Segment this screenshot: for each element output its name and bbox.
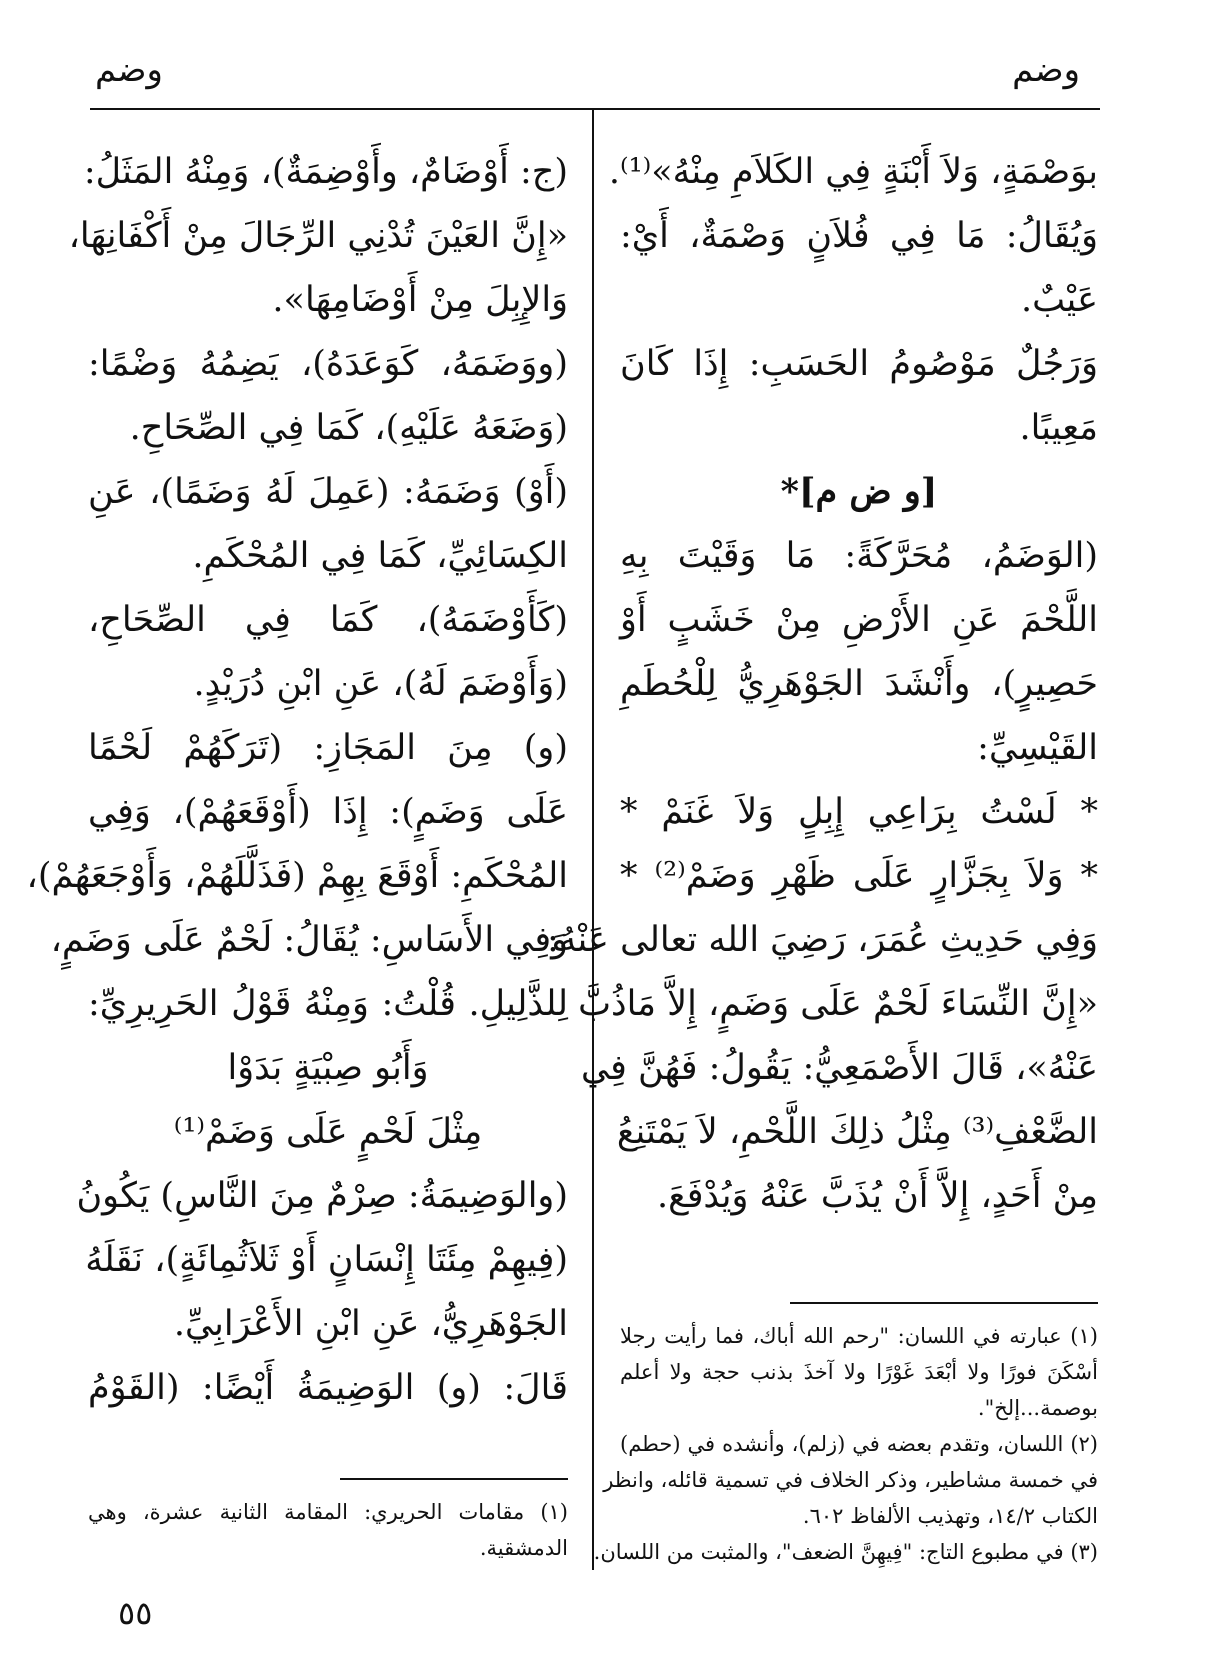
text-line: (ج: أَوْضَامٌ، وأَوْضِمَةٌ)، وَمِنْهُ المَثَلُ: bbox=[83, 152, 568, 192]
text-line: الضَّعْفِ⁽³⁾ مِثْلُ ذلِكَ اللَّحْمِ، لاَ يَمْتَنِعُ bbox=[616, 1112, 1098, 1152]
text-line: (وَضَعَهُ عَلَيْهِ)، كَمَا فِي الصِّحَاحِ. bbox=[129, 408, 568, 448]
text-line: الجَوْهَرِيُّ، عَنِ ابْنِ الأَعْرَابِيِّ. bbox=[173, 1304, 568, 1344]
page-number: ٥٥ bbox=[118, 1594, 153, 1632]
text-line: وَالإِبِلَ مِنْ أَوْضَامِهَا». bbox=[272, 280, 568, 320]
footnote-line: الكتاب ١٤/٢، وتهذيب الألفاظ ٦٠٢. bbox=[802, 1504, 1098, 1528]
footnote-line: الدمشقية. bbox=[479, 1536, 568, 1560]
text-line: عَلَى وَضَمٍ): إِذَا (أَوْقَعَهُمْ)، وَفِي bbox=[88, 792, 568, 832]
verse-line: وَأَبُو صِبْيَةٍ بَدَوْا bbox=[227, 1048, 429, 1088]
text-line: قَالَ: (و) الوَضِيمَةُ أَيْضًا: (القَوْمُ bbox=[88, 1368, 568, 1408]
footnote-line: (١) عبارته في اللسان: "رحم الله أباك، فما رأيت رجلا bbox=[620, 1324, 1098, 1348]
left-column bbox=[26, 140, 568, 1420]
right-column bbox=[546, 140, 1098, 1228]
entry-heading: [و ض م]* bbox=[780, 471, 938, 512]
footnotes-left bbox=[88, 1494, 568, 1566]
footnote-line: (١) مقامات الحريري: المقامة الثانية عشرة، وهي bbox=[88, 1500, 568, 1524]
text-line: القَيْسِيِّ: bbox=[977, 728, 1098, 768]
footnote-line: (٢) اللسان، وتقدم بعضه في (زلم)، وأنشده في (حطم) bbox=[620, 1432, 1098, 1456]
text-line: وَرَجُلٌ مَوْصُومُ الحَسَبِ: إِذَا كَانَ bbox=[620, 344, 1098, 384]
text-line: (وَأَوْضَمَ لَهُ)، عَنِ ابْنِ دُرَيْدٍ. bbox=[193, 664, 568, 704]
text-line: حَصِيرٍ)، وأَنْشَدَ الجَوْهَرِيُّ لِلْحُطَمِ bbox=[620, 664, 1098, 704]
header-entry-left: وضم bbox=[95, 50, 163, 90]
footnote-rule bbox=[790, 1302, 1098, 1304]
text-line: بوَصْمَةٍ، وَلاَ أَبْنَةٍ فِي الكَلاَمِ مِنْهُ»⁽¹⁾. bbox=[608, 152, 1098, 192]
header-entry-right: وضم bbox=[1012, 50, 1080, 90]
text-line: اللَّحْمَ عَنِ الأَرْضِ مِنْ خَشَبٍ أَوْ bbox=[620, 600, 1098, 640]
text-line: (ووَضَمَهُ، كَوَعَدَهُ)، يَضِمُهُ وَضْمًا: bbox=[88, 344, 568, 384]
verse-line: مِثْلَ لَحْمٍ عَلَى وَضَمْ⁽¹⁾ bbox=[173, 1112, 483, 1152]
text-line: عَيْبٌ. bbox=[1021, 280, 1098, 320]
footnotes-right bbox=[593, 1318, 1098, 1570]
column-divider bbox=[592, 110, 594, 1570]
text-line: المُحْكَمِ: أَوْقَعَ بِهِمْ (فَذَلَّلَهُمْ، وَأَوْجَعَهُمْ)، bbox=[26, 856, 568, 896]
text-line: مِنْ أَحَدٍ، إِلاَّ أَنْ يُذَبَّ عَنْهُ وَيُدْفَعَ. bbox=[656, 1176, 1098, 1216]
text-line: عَنْهُ»، قَالَ الأَصْمَعِيُّ: يَقُولُ: فَهُنَّ فِي bbox=[580, 1048, 1098, 1088]
footnote-line: (٣) في مطبوع التاج: "فِيهِنَّ الضعف"، والمثبت من اللسان. bbox=[593, 1540, 1098, 1564]
text-line: مَعِيبًا. bbox=[1019, 408, 1098, 448]
footnote-rule bbox=[340, 1478, 568, 1480]
text-line: وَيُقَالُ: مَا فِي فُلاَنٍ وَصْمَةٌ، أَيْ: bbox=[620, 216, 1098, 256]
text-line: (أَوْ) وَضَمَهُ: (عَمِلَ لَهُ وَضَمًا)، عَنِ bbox=[88, 472, 568, 512]
text-line: لِلذَّلِيلِ. قُلْتُ: وَمِنْهُ قَوْلُ الحَرِيرِيِّ: bbox=[88, 984, 568, 1024]
footnote-line: أسْكَنَ فورًا ولا أبْعَدَ غَوْرًا ولا آخذَ بذنب حجة ولا أعلم bbox=[620, 1360, 1098, 1384]
footnote-line: بوصمة...إلخ". bbox=[977, 1396, 1098, 1420]
verse-line: * لَسْتُ بِرَاعِي إِبِلٍ وَلاَ غَنَمْ * bbox=[620, 792, 1098, 832]
text-line: (الوَضَمُ، مُحَرَّكَةً: مَا وَقَيْتَ بِهِ bbox=[620, 536, 1098, 576]
text-line: (والوَضِيمَةُ: صِرْمٌ مِنَ النَّاسِ) يَكُونُ bbox=[76, 1176, 568, 1216]
verse-line: * وَلاَ بِجَزَّارٍ عَلَى ظَهْرِ وَضَمْ⁽²⁾ * bbox=[620, 856, 1098, 896]
text-line: (و) مِنَ المَجَازِ: (تَرَكَهُمْ لَحْمًا bbox=[88, 728, 568, 768]
footnote-line: في خمسة مشاطير، وذكر الخلاف في تسمية قائله، وانظر bbox=[603, 1468, 1098, 1492]
text-line: (كَأَوْضَمَهُ)، كَمَا فِي الصِّحَاحِ، bbox=[88, 600, 568, 640]
header-rule bbox=[90, 108, 1100, 110]
text-line: الكِسَائِيِّ، كَمَا فِي المُحْكَمِ. bbox=[192, 536, 568, 576]
text-line: وَفِي الأَسَاسِ: يُقَالُ: لَحْمٌ عَلَى وَضَمٍ، bbox=[50, 920, 568, 960]
text-line: (فِيهِمْ مِئَتَا إِنْسَانٍ أَوْ ثَلاَثُمِائَةٍ)، نَقَلَهُ bbox=[85, 1240, 568, 1280]
text-line: «إِنَّ العَيْنَ تُدْنِي الرِّجَالَ مِنْ أَكْفَانِهَا، bbox=[68, 216, 568, 256]
text-line: وَفِي حَدِيثِ عُمَرَ، رَضِيَ الله تعالى عَنْهُ: bbox=[546, 920, 1098, 960]
text-line: «إِنَّ النِّسَاءَ لَحْمٌ عَلَى وَضَمٍ، إِلاَّ مَاذُبَّ bbox=[578, 984, 1098, 1024]
